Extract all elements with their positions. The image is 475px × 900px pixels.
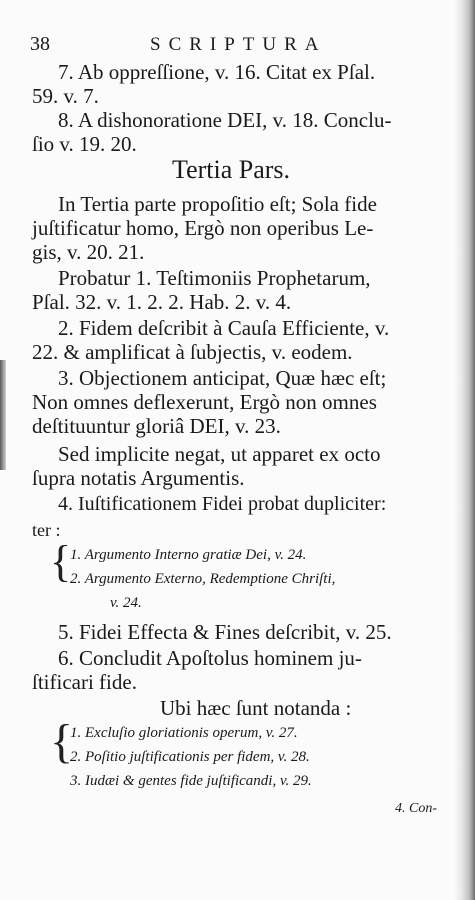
argument-item: v. 24. xyxy=(110,595,142,611)
text-line: 7. Ab oppreſſione, v. 16. Citat ex Pſal. xyxy=(58,60,376,84)
page-number: 38 xyxy=(30,33,50,55)
text-line: Pſal. 32. v. 1. 2. 2. Hab. 2. v. 4. xyxy=(32,290,292,314)
text-line: 6. Concludit Apoſtolus hominem ju- xyxy=(58,646,362,670)
text-line: Ubi hæc ſunt notanda : xyxy=(160,696,352,720)
section-title: Tertia Pars. xyxy=(172,155,291,184)
text-line: juſtificatur homo, Ergò non operibus Le- xyxy=(32,216,374,240)
argument-item: 2. Argumento Externo, Redemptione Chriſti, xyxy=(70,571,336,587)
text-line: 4. Iuſtificationem Fidei probat dupliciter: xyxy=(58,493,387,515)
text-line: 8. A dishonoratione DEI, v. 18. Conclu- xyxy=(58,108,392,132)
text-line: 3. Objectionem anticipat, Quæ hæc eſt; xyxy=(58,366,387,390)
text-line: deſtituuntur gloriâ DEI, v. 23. xyxy=(32,414,281,438)
text-line: gis, v. 20. 21. xyxy=(32,240,145,264)
running-head: SCRIPTURA xyxy=(150,34,327,55)
brace-symbol: { xyxy=(50,537,72,586)
text-line: 5. Fidei Effecta & Fines deſcribit, v. 25. xyxy=(58,620,392,644)
text-line: Sed implicite negat, ut apparet ex octo xyxy=(58,442,381,466)
text-line: ſupra notatis Argumentis. xyxy=(32,466,245,490)
notanda-item: 3. Iudæi & gentes fide juſtificandi, v. 29. xyxy=(70,773,312,789)
brace-symbol: { xyxy=(50,715,74,768)
text-line: ſio v. 19. 20. xyxy=(32,132,137,156)
argument-item: 1. Argumento Interno gratiæ Dei, v. 24. xyxy=(70,547,307,563)
notanda-item: 1. Excluſio gloriationis operum, v. 27. xyxy=(70,725,298,741)
notanda-item: 2. Poſitio juſtificationis per fidem, v. 28. xyxy=(70,749,310,765)
text-line: 22. & amplificat à ſubjectis, v. eodem. xyxy=(32,340,353,364)
text-line: 2. Fidem deſcribit à Cauſa Efficiente, v. xyxy=(58,316,390,340)
text-line: In Tertia parte propoſitio eſt; Sola fide xyxy=(58,192,377,216)
page-edge-shadow xyxy=(453,0,475,900)
text-line: Probatur 1. Teſtimoniis Prophetarum, xyxy=(58,266,371,290)
text-line: Non omnes deflexerunt, Ergò non omnes xyxy=(32,390,377,414)
text-line: 59. v. 7. xyxy=(32,84,99,108)
binding-shadow xyxy=(0,360,6,470)
catchword: 4. Con- xyxy=(395,801,437,816)
text-line: ter : xyxy=(32,520,61,540)
text-line: ſtificari fide. xyxy=(32,670,137,694)
